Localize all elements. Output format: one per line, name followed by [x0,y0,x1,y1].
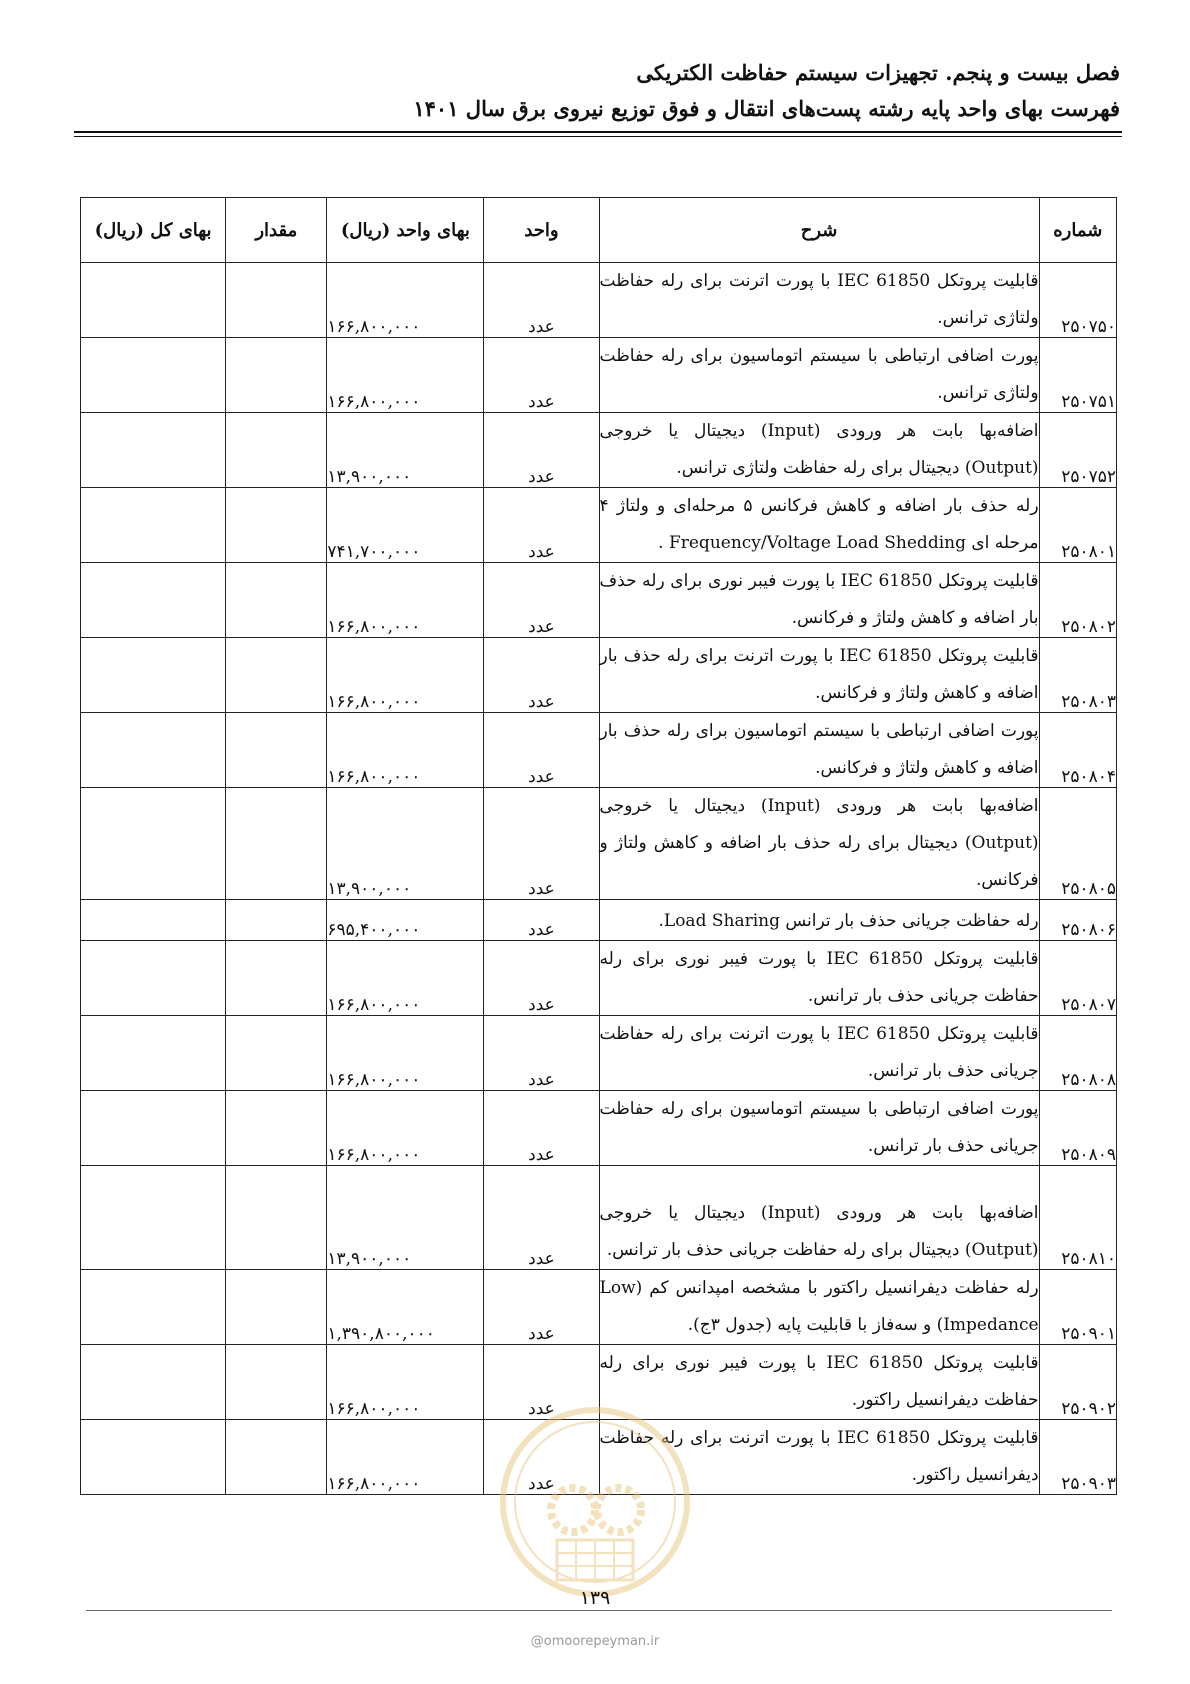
row-quantity [226,713,327,788]
table-row [81,1091,1117,1166]
row-unit: عدد [484,713,599,788]
row-unit: عدد [484,638,599,713]
price-table [80,197,1117,1495]
row-unit-price: ۱۶۶,۸۰۰,۰۰۰ [327,338,484,413]
row-total-price [81,1166,226,1270]
row-description: رله حفاظت جریانی حذف بار ترانس Load Sharing. [599,900,1039,941]
table-row [81,488,1117,563]
row-code: ۲۵۰۷۵۰ [1039,263,1116,338]
table-row [81,338,1117,413]
row-total-price [81,263,226,338]
row-unit-price: ۱۶۶,۸۰۰,۰۰۰ [327,563,484,638]
row-code: ۲۵۰۸۰۸ [1039,1016,1116,1091]
row-code: ۲۵۰۸۰۴ [1039,713,1116,788]
row-description: رله حذف بار اضافه و کاهش فرکانس ۵ مرحله‌ای و ولتاژ ۴ مرحله ای Frequency/Voltage Load Shedding . [599,488,1039,563]
row-unit: عدد [484,338,599,413]
table-header-row [81,198,1117,263]
row-description: قابلیت پروتکل IEC 61850 با پورت اترنت برای رله حذف بار اضافه و کاهش ولتاژ و فرکانس. [599,638,1039,713]
table-row [81,1420,1117,1495]
footer-rule [86,1610,1112,1611]
row-unit: عدد [484,263,599,338]
row-code: ۲۵۰۹۰۲ [1039,1345,1116,1420]
row-unit: عدد [484,488,599,563]
row-code: ۲۵۰۸۰۵ [1039,788,1116,900]
price-list-subtitle: فهرست بهای واحد پایه رشته پست‌های انتقال و فوق توزیع نیروی برق سال ۱۴۰۱ [413,96,1120,121]
page-header [70,58,1120,124]
row-total-price [81,1345,226,1420]
header-unit: واحد [484,198,599,263]
row-quantity [226,338,327,413]
row-unit: عدد [484,788,599,900]
row-code: ۲۵۰۸۰۶ [1039,900,1116,941]
row-unit: عدد [484,900,599,941]
row-unit: عدد [484,413,599,488]
row-quantity [226,263,327,338]
row-unit: عدد [484,1016,599,1091]
row-unit-price: ۱۶۶,۸۰۰,۰۰۰ [327,1420,484,1495]
row-quantity [226,1166,327,1270]
row-unit-price: ۱۶۶,۸۰۰,۰۰۰ [327,638,484,713]
row-total-price [81,563,226,638]
table-row [81,263,1117,338]
row-description: اضافه‌بها بابت هر ورودی (Input) دیجیتال یا خروجی (Output) دیجیتال برای رله حذف بار اضافه و کاهش ولتاژ و فرکانس. [599,788,1039,900]
row-quantity [226,488,327,563]
row-quantity [226,1270,327,1345]
table-row [81,713,1117,788]
row-quantity [226,1345,327,1420]
row-quantity [226,1420,327,1495]
header-quantity: مقدار [226,198,327,263]
row-quantity [226,563,327,638]
table-row [81,941,1117,1016]
table-row [81,1270,1117,1345]
table-row [81,563,1117,638]
row-description: قابلیت پروتکل IEC 61850 با پورت فیبر نوری برای رله حفاظت دیفرانسیل راکتور. [599,1345,1039,1420]
row-code: ۲۵۰۷۵۲ [1039,413,1116,488]
row-unit-price: ۱۳,۹۰۰,۰۰۰ [327,413,484,488]
row-total-price [81,338,226,413]
row-description: قابلیت پروتکل IEC 61850 با پورت فیبر نوری برای رله حذف بار اضافه و کاهش ولتاژ و فرکانس. [599,563,1039,638]
row-description: رله حفاظت دیفرانسیل راکتور با مشخصه امپدانس کم (Low Impedance) و سه‌فاز با قابلیت پایه (جدول ۳ج). [599,1270,1039,1345]
row-unit-price: ۱۳,۹۰۰,۰۰۰ [327,1166,484,1270]
table-row [81,638,1117,713]
row-unit: عدد [484,1270,599,1345]
row-unit-price: ۱۳,۹۰۰,۰۰۰ [327,788,484,900]
table-row [81,1166,1117,1270]
table-row [81,413,1117,488]
row-total-price [81,900,226,941]
row-unit: عدد [484,1345,599,1420]
header-code: شماره [1039,198,1116,263]
row-quantity [226,900,327,941]
row-total-price [81,713,226,788]
row-total-price [81,941,226,1016]
row-unit-price: ۱۶۶,۸۰۰,۰۰۰ [327,713,484,788]
table-row [81,1345,1117,1420]
row-unit-price: ۱۶۶,۸۰۰,۰۰۰ [327,941,484,1016]
row-total-price [81,638,226,713]
row-description: اضافه‌بها بابت هر ورودی (Input) دیجیتال یا خروجی (Output) دیجیتال برای رله حفاظت جریانی حذف بار ترانس. [599,1166,1039,1270]
row-unit-price: ۷۴۱,۷۰۰,۰۰۰ [327,488,484,563]
row-unit-price: ۱,۳۹۰,۸۰۰,۰۰۰ [327,1270,484,1345]
table-row [81,788,1117,900]
row-total-price [81,1016,226,1091]
row-unit-price: ۶۹۵,۴۰۰,۰۰۰ [327,900,484,941]
row-unit: عدد [484,1166,599,1270]
table-row [81,900,1117,941]
row-total-price [81,413,226,488]
table-row [81,1016,1117,1091]
page-number: ۱۳۹ [579,1587,611,1609]
header-description: شرح [599,198,1039,263]
row-unit-price: ۱۶۶,۸۰۰,۰۰۰ [327,1345,484,1420]
row-code: ۲۵۰۸۰۳ [1039,638,1116,713]
row-description: قابلیت پروتکل IEC 61850 با پورت اترنت برای رله حفاظت ولتاژی ترانس. [599,263,1039,338]
row-code: ۲۵۰۷۵۱ [1039,338,1116,413]
row-unit: عدد [484,563,599,638]
row-code: ۲۵۰۸۱۰ [1039,1166,1116,1270]
row-unit: عدد [484,941,599,1016]
row-code: ۲۵۰۹۰۳ [1039,1420,1116,1495]
row-unit-price: ۱۶۶,۸۰۰,۰۰۰ [327,1016,484,1091]
row-unit-price: ۱۶۶,۸۰۰,۰۰۰ [327,1091,484,1166]
row-code: ۲۵۰۸۰۱ [1039,488,1116,563]
row-quantity [226,638,327,713]
row-description: قابلیت پروتکل IEC 61850 با پورت اترنت برای رله حفاظت جریانی حذف بار ترانس. [599,1016,1039,1091]
row-description: اضافه‌بها بابت هر ورودی (Input) دیجیتال یا خروجی (Output) دیجیتال برای رله حفاظت ولتاژی ترانس. [599,413,1039,488]
row-description: پورت اضافی ارتباطی با سیستم اتوماسیون برای رله حذف بار اضافه و کاهش ولتاژ و فرکانس. [599,713,1039,788]
row-code: ۲۵۰۸۰۹ [1039,1091,1116,1166]
row-code: ۲۵۰۸۰۷ [1039,941,1116,1016]
row-quantity [226,413,327,488]
row-description: قابلیت پروتکل IEC 61850 با پورت فیبر نوری برای رله حفاظت جریانی حذف بار ترانس. [599,941,1039,1016]
row-code: ۲۵۰۸۰۲ [1039,563,1116,638]
site-watermark-text: @omoorepeyman.ir [530,1634,660,1649]
chapter-title: فصل بیست و پنجم. تجهیزات سیستم حفاظت الکتریکی [636,60,1120,85]
header-rule-thin [74,136,1122,137]
row-total-price [81,1270,226,1345]
row-unit: عدد [484,1420,599,1495]
row-unit: عدد [484,1091,599,1166]
row-total-price [81,788,226,900]
row-description: پورت اضافی ارتباطی با سیستم اتوماسیون برای رله حفاظت جریانی حذف بار ترانس. [599,1091,1039,1166]
row-description: قابلیت پروتکل IEC 61850 با پورت اترنت برای رله حفاظت دیفرانسیل راکتور. [599,1420,1039,1495]
row-description: پورت اضافی ارتباطی با سیستم اتوماسیون برای رله حفاظت ولتاژی ترانس. [599,338,1039,413]
row-quantity [226,1091,327,1166]
row-unit-price: ۱۶۶,۸۰۰,۰۰۰ [327,263,484,338]
header-unit-price: بهای واحد (ریال) [327,198,484,263]
row-code: ۲۵۰۹۰۱ [1039,1270,1116,1345]
header-total-price: بهای کل (ریال) [81,198,226,263]
row-total-price [81,488,226,563]
header-rule-thick [74,131,1122,133]
row-quantity [226,788,327,900]
row-total-price [81,1420,226,1495]
row-quantity [226,941,327,1016]
row-quantity [226,1016,327,1091]
row-total-price [81,1091,226,1166]
